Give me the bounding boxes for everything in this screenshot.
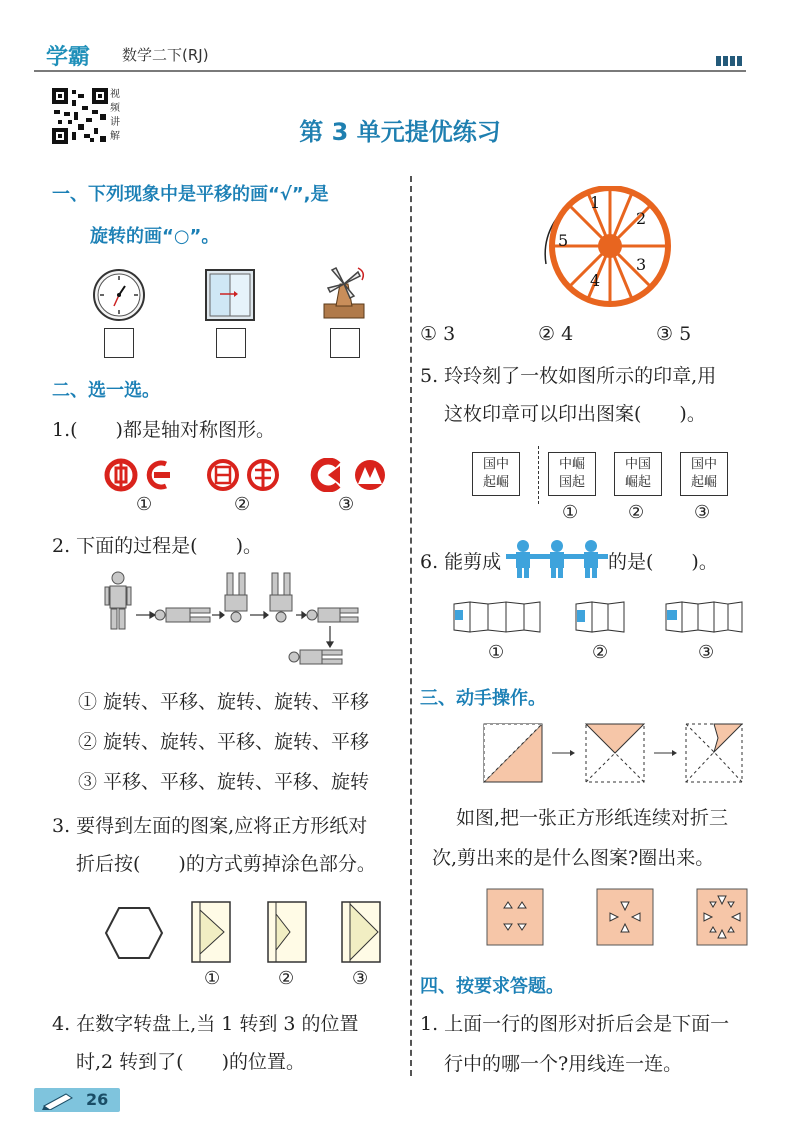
cut-pattern-option-2[interactable] bbox=[596, 888, 654, 946]
q1-text: 1.( )都是轴对称图形。 bbox=[52, 419, 275, 441]
q2-option-1[interactable]: ① 旋转、平移、旋转、旋转、平移 bbox=[78, 691, 370, 713]
wheel-number-5: 5 bbox=[558, 231, 569, 250]
robot-process-diagram bbox=[100, 570, 360, 672]
answer-box-window[interactable] bbox=[216, 328, 246, 358]
folded-paper-option-3[interactable] bbox=[664, 600, 744, 634]
section3-heading: 三、动手操作。 bbox=[420, 688, 546, 709]
stamp-option-1[interactable]: 中崛 国起 bbox=[548, 452, 596, 496]
page-title: 第 3 单元提优练习 bbox=[299, 118, 501, 146]
q4-option-3[interactable]: ③ 5 bbox=[656, 323, 692, 345]
book-subtitle: 数学二下(RJ) bbox=[122, 46, 209, 64]
logo-bank-pair3-icon bbox=[308, 458, 388, 492]
stamp-option-2[interactable]: 中国 崛起 bbox=[614, 452, 662, 496]
q1-option-3[interactable]: ③ bbox=[338, 494, 355, 515]
q2-option-3[interactable]: ③ 平移、平移、旋转、平移、旋转 bbox=[78, 771, 370, 793]
q4-option-2[interactable]: ② 4 bbox=[538, 323, 574, 345]
brand-name: 学霸 bbox=[46, 45, 91, 70]
clock-icon bbox=[92, 268, 146, 322]
header-decoration bbox=[716, 56, 742, 66]
stamp-original: 国中 起崛 bbox=[472, 452, 520, 496]
hexagon-shape bbox=[104, 906, 164, 960]
q3-option-2[interactable]: ② bbox=[278, 968, 295, 989]
q4-text-line1: 4. 在数字转盘上,当 1 转到 3 的位置 bbox=[52, 1013, 359, 1035]
q5-option-2[interactable]: ② bbox=[628, 502, 645, 523]
fold-option-1[interactable] bbox=[190, 900, 232, 964]
wheel-number-1: 1 bbox=[590, 193, 601, 212]
page-number: 26 bbox=[86, 1090, 109, 1109]
section4-heading: 四、按要求答题。 bbox=[420, 976, 564, 997]
q6-text-after: 的是( )。 bbox=[608, 551, 718, 573]
cut-pattern-option-3[interactable] bbox=[696, 888, 748, 946]
section4-text-line1: 1. 上面一行的图形对折后会是下面一 bbox=[420, 1013, 730, 1035]
cut-pattern-option-1[interactable] bbox=[486, 888, 544, 946]
section3-text-line1: 如图,把一张正方形纸连续对折三 bbox=[456, 807, 729, 829]
folding-steps-diagram bbox=[482, 722, 744, 784]
logo-bank-of-china-icon bbox=[104, 458, 182, 492]
q5-option-1[interactable]: ① bbox=[562, 502, 579, 523]
q6-option-2[interactable]: ② bbox=[592, 642, 609, 663]
q6-option-1[interactable]: ① bbox=[488, 642, 505, 663]
logo-bank-pair2-icon bbox=[206, 458, 282, 492]
section3-text-line2: 次,剪出来的是什么图案?圈出来。 bbox=[432, 847, 715, 869]
folded-paper-option-2[interactable] bbox=[574, 600, 626, 634]
q4-option-1[interactable]: ① 3 bbox=[420, 323, 456, 345]
wheel-number-2: 2 bbox=[636, 209, 647, 228]
q5-text-line1: 5. 玲玲刻了一枚如图所示的印章,用 bbox=[420, 365, 717, 387]
qr-caption: 视频讲解 bbox=[110, 89, 120, 142]
q6-option-3[interactable]: ③ bbox=[698, 642, 715, 663]
q1-option-2[interactable]: ② bbox=[234, 494, 251, 515]
q2-option-2[interactable]: ② 旋转、旋转、平移、旋转、平移 bbox=[78, 731, 370, 753]
folded-paper-option-1[interactable] bbox=[452, 600, 542, 634]
q3-text-line2: 折后按( )的方式剪掉涂色部分。 bbox=[76, 853, 376, 875]
stamp-divider bbox=[538, 446, 539, 504]
q5-option-3[interactable]: ③ bbox=[694, 502, 711, 523]
column-divider bbox=[410, 176, 412, 1076]
section1-heading-line1: 一、下列现象中是平移的画“√”,是 bbox=[52, 184, 329, 205]
q3-option-1[interactable]: ① bbox=[204, 968, 221, 989]
q6-text-before: 6. 能剪成 bbox=[420, 551, 502, 573]
brand-logo bbox=[34, 36, 120, 70]
window-icon bbox=[204, 268, 256, 322]
q2-text: 2. 下面的过程是( )。 bbox=[52, 535, 262, 557]
fold-option-2[interactable] bbox=[266, 900, 308, 964]
paper-people-chain bbox=[506, 540, 608, 580]
answer-box-clock[interactable] bbox=[104, 328, 134, 358]
section2-heading: 二、选一选。 bbox=[52, 380, 160, 401]
q5-text-line2: 这枚印章可以印出图案( )。 bbox=[444, 403, 706, 425]
q3-option-3[interactable]: ③ bbox=[352, 968, 369, 989]
pencil-icon bbox=[40, 1090, 76, 1110]
fold-option-3[interactable] bbox=[340, 900, 382, 964]
q1-option-1[interactable]: ① bbox=[136, 494, 153, 515]
number-wheel bbox=[536, 186, 684, 308]
windmill-icon bbox=[318, 264, 374, 322]
q3-text-line1: 3. 要得到左面的图案,应将正方形纸对 bbox=[52, 815, 368, 837]
section1-heading-line2: 旋转的画“○”。 bbox=[90, 226, 220, 247]
stamp-option-3[interactable]: 国中 起崛 bbox=[680, 452, 728, 496]
section4-text-line2: 行中的哪一个?用线连一连。 bbox=[444, 1053, 683, 1075]
header-rule bbox=[34, 70, 746, 72]
q4-text-line2: 时,2 转到了( )的位置。 bbox=[76, 1051, 305, 1073]
wheel-number-3: 3 bbox=[636, 255, 647, 274]
answer-box-windmill[interactable] bbox=[330, 328, 360, 358]
wheel-number-4: 4 bbox=[590, 271, 601, 290]
